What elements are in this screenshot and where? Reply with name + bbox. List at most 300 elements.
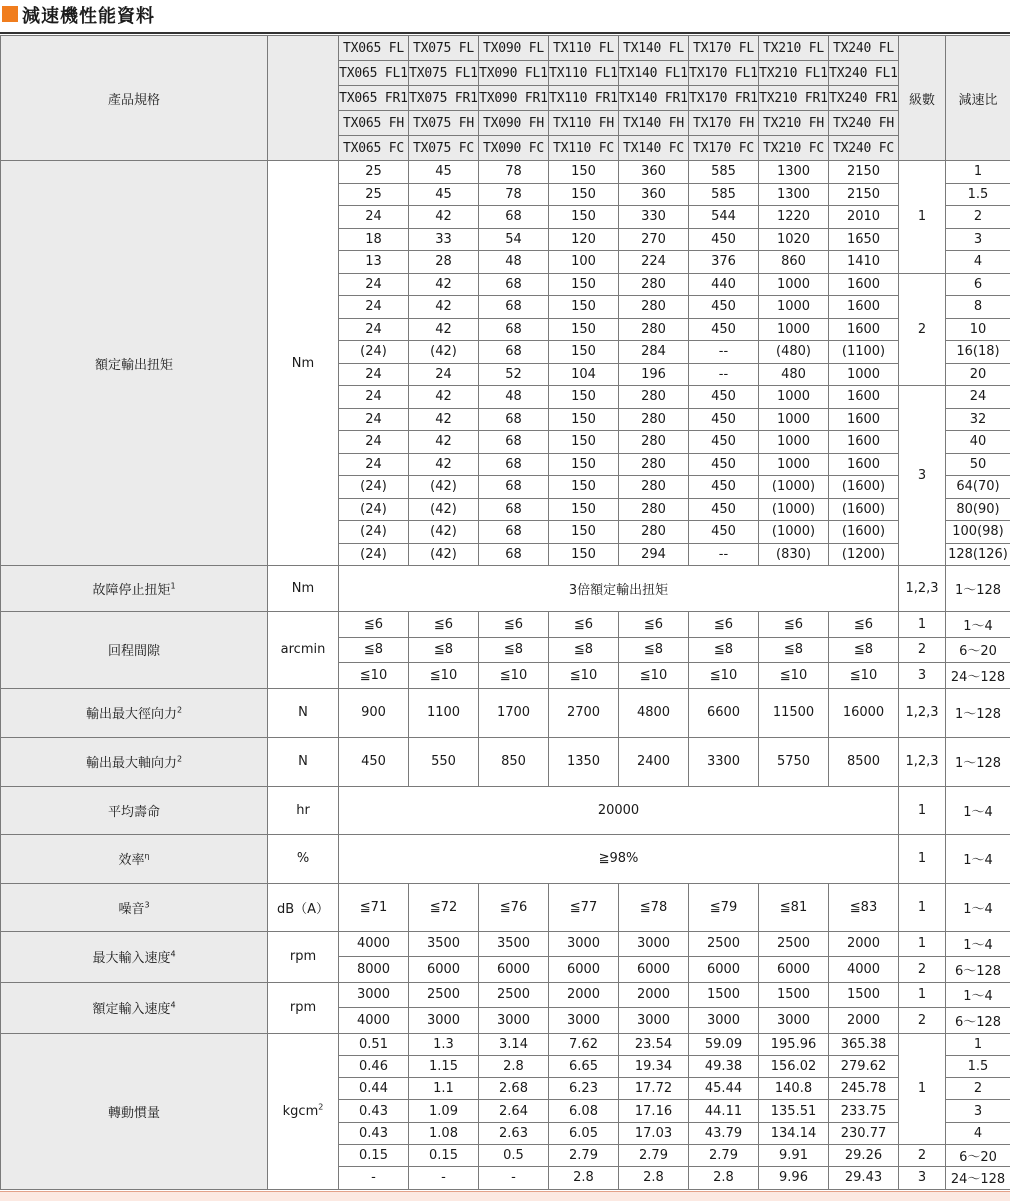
value-cell-text: ≦10 [500, 668, 527, 683]
value-cell [829, 1078, 899, 1100]
value-cell-text: (1100) [842, 344, 885, 359]
model-name-text: TX110 FH [553, 116, 614, 131]
value-cell-text: 1020 [777, 232, 810, 247]
row-label-text: 輸出最大徑向力 [86, 707, 177, 722]
value-cell [479, 663, 549, 689]
unit-cell [268, 883, 339, 931]
value-cell [689, 957, 759, 983]
value-cell-text: 78 [505, 187, 522, 202]
model-name-text: TX090 FR1 [479, 91, 548, 106]
ratio-cell [946, 296, 1010, 319]
value-cell [759, 688, 829, 737]
value-cell [479, 161, 549, 184]
value-cell [759, 982, 829, 1008]
value-cell [619, 688, 689, 737]
value-cell [479, 251, 549, 274]
value-cell [829, 543, 899, 566]
value-cell [409, 1008, 479, 1034]
value-cell [689, 161, 759, 184]
ratio-cell-text: 2 [974, 1081, 982, 1096]
value-cell [479, 386, 549, 409]
value-cell-text: -- [719, 344, 728, 359]
ratio-cell [946, 273, 1010, 296]
value-cell-text: 45.44 [705, 1081, 742, 1096]
model-name [549, 61, 619, 86]
value-cell-text: 1.09 [429, 1104, 458, 1119]
model-name-text: TX170 FR1 [689, 91, 758, 106]
value-cell-text: 450 [711, 457, 736, 472]
value-cell [759, 273, 829, 296]
ratio-cell [946, 521, 1010, 544]
value-cell-text: 0.5 [503, 1148, 524, 1163]
ratio-cell [946, 318, 1010, 341]
value-cell-text: 330 [641, 209, 666, 224]
value-cell-text: 294 [641, 547, 666, 562]
model-name-text: TX110 FC [553, 141, 614, 156]
stage-cell [899, 637, 946, 663]
value-cell-text: 450 [711, 502, 736, 517]
value-cell-text: 68 [505, 322, 522, 337]
table-row [1, 834, 1010, 883]
unit-cell-text: rpm [290, 1000, 316, 1015]
stage-cell-text: 1 [918, 851, 926, 866]
value-cell-text: 59.09 [705, 1037, 742, 1052]
value-cell [829, 363, 899, 386]
value-cell-text: 3500 [497, 936, 530, 951]
ratio-cell [946, 453, 1010, 476]
value-cell [759, 318, 829, 341]
value-cell-text: 68 [505, 502, 522, 517]
value-cell [409, 1100, 479, 1122]
model-name [619, 86, 689, 111]
value-cell-text: ≦10 [360, 668, 387, 683]
value-cell-text: 2500 [777, 936, 810, 951]
value-cell [829, 521, 899, 544]
table-row [1, 786, 1010, 834]
value-cell [829, 663, 899, 689]
row-label-text: 平均壽命 [108, 805, 160, 820]
ratio-cell [946, 957, 1010, 983]
value-cell-text: 230.77 [841, 1126, 887, 1141]
ratio-cell-text: 128(126) [948, 547, 1008, 562]
ratio-cell [946, 1167, 1010, 1189]
model-name [619, 36, 689, 61]
value-cell [339, 453, 409, 476]
value-cell-text: ≦83 [850, 900, 877, 915]
model-name [829, 36, 899, 61]
value-cell [619, 296, 689, 319]
model-name [339, 136, 409, 161]
ratio-cell-text: 6～20 [959, 1150, 997, 1165]
stage-cell-text: 1,2,3 [905, 705, 938, 720]
value-cell-text: 104 [571, 367, 596, 382]
value-cell [479, 688, 549, 737]
value-cell [829, 206, 899, 229]
model-name [479, 111, 549, 136]
value-cell [479, 982, 549, 1008]
value-cell-text: 1.08 [429, 1126, 458, 1141]
value-cell [759, 663, 829, 689]
value-cell-text: 150 [571, 434, 596, 449]
value-cell-text: 2150 [847, 164, 880, 179]
value-cell-text: 2.79 [569, 1148, 598, 1163]
value-cell [689, 1122, 759, 1144]
value-cell-text: 3300 [707, 754, 740, 769]
value-cell-text: 1000 [777, 322, 810, 337]
value-cell [339, 663, 409, 689]
value-cell-text: 42 [435, 299, 452, 314]
value-cell-text: 24 [365, 299, 382, 314]
stage-cell [899, 1167, 946, 1189]
value-cell-text: 1300 [777, 164, 810, 179]
value-cell-text: ≦8 [644, 642, 663, 657]
value-cell-text: 44.11 [705, 1104, 742, 1119]
value-cell [619, 637, 689, 663]
stage-cell-text: 1 [918, 936, 926, 951]
value-cell [549, 206, 619, 229]
value-cell-text: 280 [641, 412, 666, 427]
value-cell [409, 408, 479, 431]
value-cell [619, 251, 689, 274]
row-label [1, 737, 268, 786]
value-cell [409, 431, 479, 454]
ratio-cell [946, 228, 1010, 251]
ratio-cell-text: 3 [974, 1104, 982, 1119]
ratio-cell [946, 688, 1010, 737]
value-cell [339, 161, 409, 184]
value-cell [619, 431, 689, 454]
unit-cell-text: N [298, 754, 308, 769]
value-cell [549, 476, 619, 499]
value-cell [619, 1122, 689, 1144]
value-cell [619, 663, 689, 689]
value-cell-text: 150 [571, 502, 596, 517]
stage-cell [899, 982, 946, 1008]
value-cell [409, 931, 479, 957]
value-cell [409, 386, 479, 409]
value-cell-text: 2000 [637, 987, 670, 1002]
value-cell [549, 1144, 619, 1166]
value-cell-text: 1600 [847, 412, 880, 427]
value-cell [339, 363, 409, 386]
value-cell-text: 280 [641, 479, 666, 494]
value-cell [689, 183, 759, 206]
value-cell [339, 834, 899, 883]
value-cell-text: 24 [365, 277, 382, 292]
unit-cell [268, 737, 339, 786]
value-cell [689, 273, 759, 296]
value-cell-text: 585 [711, 187, 736, 202]
ratio-cell-text: 16(18) [956, 344, 999, 359]
ratio-cell-text: 32 [970, 412, 987, 427]
value-cell [409, 206, 479, 229]
table-row [1, 982, 1010, 1008]
unit-cell [268, 36, 339, 161]
value-cell [479, 957, 549, 983]
value-cell-text: 3000 [707, 1013, 740, 1028]
model-name-text: TX075 FC [413, 141, 474, 156]
model-name-text: TX170 FL1 [689, 66, 758, 81]
value-cell [549, 637, 619, 663]
value-cell [689, 1167, 759, 1189]
ratio-cell [946, 786, 1010, 834]
ratio-header-text: 減速比 [958, 93, 997, 108]
value-cell [339, 931, 409, 957]
value-cell-text: (24) [360, 344, 387, 359]
value-cell [619, 386, 689, 409]
value-cell [549, 688, 619, 737]
value-cell [409, 183, 479, 206]
row-label-text: 額定輸出扭矩 [95, 358, 173, 373]
value-cell [829, 883, 899, 931]
value-cell-text: 78 [505, 164, 522, 179]
value-cell [829, 318, 899, 341]
value-cell [759, 341, 829, 364]
value-cell [689, 737, 759, 786]
value-cell-text: 3000 [777, 1013, 810, 1028]
value-cell [409, 453, 479, 476]
value-cell-text: ≦10 [430, 668, 457, 683]
value-cell [619, 206, 689, 229]
value-cell [479, 431, 549, 454]
row-label [1, 566, 268, 612]
value-cell [689, 498, 759, 521]
ratio-cell-text: 3 [974, 232, 982, 247]
value-cell [479, 543, 549, 566]
value-cell [689, 363, 759, 386]
value-cell [479, 228, 549, 251]
model-name-text: TX065 FC [343, 141, 404, 156]
ratio-cell-text: 1～4 [963, 938, 993, 953]
model-name-text: TX090 FL [483, 41, 544, 56]
value-cell-text: 4000 [357, 936, 390, 951]
value-cell-text: - [441, 1170, 446, 1185]
value-cell [549, 251, 619, 274]
ratio-cell [946, 1122, 1010, 1144]
value-cell [619, 737, 689, 786]
value-cell [549, 1078, 619, 1100]
value-cell-text: 450 [711, 524, 736, 539]
ratio-cell-text: 64(70) [956, 479, 999, 494]
value-cell [829, 931, 899, 957]
ratio-cell-text: 6～128 [955, 964, 1001, 979]
value-cell-text: 1.1 [433, 1081, 454, 1096]
value-cell [479, 206, 549, 229]
model-name [409, 136, 479, 161]
value-cell-text: 150 [571, 209, 596, 224]
value-cell [619, 498, 689, 521]
value-cell-text: 68 [505, 434, 522, 449]
value-cell [339, 1033, 409, 1055]
model-name [339, 86, 409, 111]
value-cell [619, 1144, 689, 1166]
value-cell [409, 228, 479, 251]
model-name-text: TX110 FL [553, 41, 614, 56]
unit-cell-text: Nm [292, 356, 314, 371]
ratio-cell-text: 4 [974, 254, 982, 269]
value-cell [339, 1144, 409, 1166]
model-name [689, 111, 759, 136]
value-cell-text: (42) [430, 524, 457, 539]
value-cell-text: 9.91 [779, 1148, 808, 1163]
model-name [759, 86, 829, 111]
value-cell-text: 3500 [427, 936, 460, 951]
value-cell-text: 150 [571, 547, 596, 562]
value-cell-text: 28 [435, 254, 452, 269]
ratio-cell-text: 1.5 [968, 187, 989, 202]
value-cell [689, 1008, 759, 1034]
value-cell-text: 24 [365, 209, 382, 224]
model-name [549, 36, 619, 61]
value-cell [619, 982, 689, 1008]
value-cell [479, 296, 549, 319]
unit-cell [268, 931, 339, 982]
value-cell-text: 2.64 [499, 1104, 528, 1119]
value-cell [549, 386, 619, 409]
stage-cell [899, 1033, 946, 1144]
model-name-text: TX090 FC [483, 141, 544, 156]
value-cell [689, 612, 759, 638]
ratio-cell [946, 1055, 1010, 1077]
unit-cell [268, 982, 339, 1033]
value-cell [549, 1100, 619, 1122]
model-name-text: TX210 FH [763, 116, 824, 131]
model-name [759, 111, 829, 136]
model-name-text: TX210 FL1 [759, 66, 828, 81]
value-cell-text: 48 [505, 389, 522, 404]
value-cell [759, 1167, 829, 1189]
value-cell-text: (24) [360, 479, 387, 494]
value-cell-text: 233.75 [841, 1104, 887, 1119]
value-cell-text: 25 [365, 164, 382, 179]
model-name [479, 86, 549, 111]
value-cell-text: 42 [435, 389, 452, 404]
value-cell [339, 206, 409, 229]
value-cell [479, 1055, 549, 1077]
value-cell-text: ≦8 [434, 642, 453, 657]
value-cell [619, 318, 689, 341]
value-cell-text: 140.8 [775, 1081, 812, 1096]
value-cell-text: ≦6 [434, 617, 453, 632]
value-cell-text: 49.38 [705, 1059, 742, 1074]
model-name-text: TX110 FR1 [549, 91, 618, 106]
ratio-cell [946, 476, 1010, 499]
ratio-cell-text: 1～128 [955, 756, 1001, 771]
footnote-mark: η [144, 852, 149, 861]
unit-cell-text: N [298, 705, 308, 720]
value-cell [549, 612, 619, 638]
ratio-cell [946, 1033, 1010, 1055]
value-cell-text: ≦76 [500, 900, 527, 915]
stage-cell [899, 737, 946, 786]
value-cell-text: 68 [505, 524, 522, 539]
value-cell-text: 2.8 [713, 1170, 734, 1185]
value-cell-text: ≦72 [430, 900, 457, 915]
model-name-text: TX075 FH [413, 116, 474, 131]
row-label-text: 產品規格 [108, 93, 160, 108]
stage-cell [899, 688, 946, 737]
ratio-cell-text: 2 [974, 209, 982, 224]
footnote-mark: 3 [144, 900, 149, 909]
value-cell-text: 2400 [637, 754, 670, 769]
value-cell [479, 408, 549, 431]
value-cell-text: 1600 [847, 277, 880, 292]
model-name-text: TX065 FL [343, 41, 404, 56]
value-cell [479, 737, 549, 786]
value-cell [479, 1100, 549, 1122]
value-cell-text: -- [719, 367, 728, 382]
value-cell-text: 1350 [567, 754, 600, 769]
table-row [1, 688, 1010, 737]
ratio-cell [946, 183, 1010, 206]
value-cell-text: 6000 [497, 962, 530, 977]
value-cell [619, 228, 689, 251]
unit-cell [268, 1033, 339, 1189]
ratio-cell-text: 1～4 [963, 805, 993, 820]
model-name-text: TX090 FH [483, 116, 544, 131]
value-cell [619, 363, 689, 386]
value-cell-text: 4000 [847, 962, 880, 977]
stage-cell [899, 786, 946, 834]
value-cell [549, 1122, 619, 1144]
value-cell-text: 450 [711, 299, 736, 314]
value-cell-text: 585 [711, 164, 736, 179]
value-cell [479, 318, 549, 341]
ratio-cell-text: 1～4 [963, 853, 993, 868]
value-cell-text: 1650 [847, 232, 880, 247]
value-cell [689, 931, 759, 957]
value-cell-text: 4800 [637, 705, 670, 720]
value-cell [409, 296, 479, 319]
value-cell-text: ≦8 [784, 642, 803, 657]
value-cell-text: 1100 [427, 705, 460, 720]
value-cell [339, 273, 409, 296]
value-cell-text: 150 [571, 412, 596, 427]
value-cell-text: 280 [641, 322, 666, 337]
model-name [409, 61, 479, 86]
value-cell-text: 1410 [847, 254, 880, 269]
value-cell-text: 42 [435, 322, 452, 337]
value-cell [619, 183, 689, 206]
table-row [1, 737, 1010, 786]
value-cell [549, 363, 619, 386]
value-cell [549, 521, 619, 544]
value-cell [409, 883, 479, 931]
ratio-cell [946, 883, 1010, 931]
value-cell-text: 2.8 [503, 1059, 524, 1074]
ratio-cell-text: 1～128 [955, 707, 1001, 722]
value-cell [339, 543, 409, 566]
value-cell-text: (1600) [842, 524, 885, 539]
value-cell [409, 957, 479, 983]
ratio-cell-text: 100(98) [952, 524, 1004, 539]
value-cell [759, 408, 829, 431]
value-cell [689, 408, 759, 431]
value-cell [549, 431, 619, 454]
value-cell [759, 543, 829, 566]
value-cell [829, 1008, 899, 1034]
value-cell-text: 1600 [847, 299, 880, 314]
table-row [1, 1033, 1010, 1055]
value-cell-text: 544 [711, 209, 736, 224]
value-cell [339, 612, 409, 638]
value-cell [549, 453, 619, 476]
value-cell [409, 1167, 479, 1189]
value-cell [339, 408, 409, 431]
row-label [1, 161, 268, 566]
value-cell [549, 296, 619, 319]
value-cell [689, 206, 759, 229]
